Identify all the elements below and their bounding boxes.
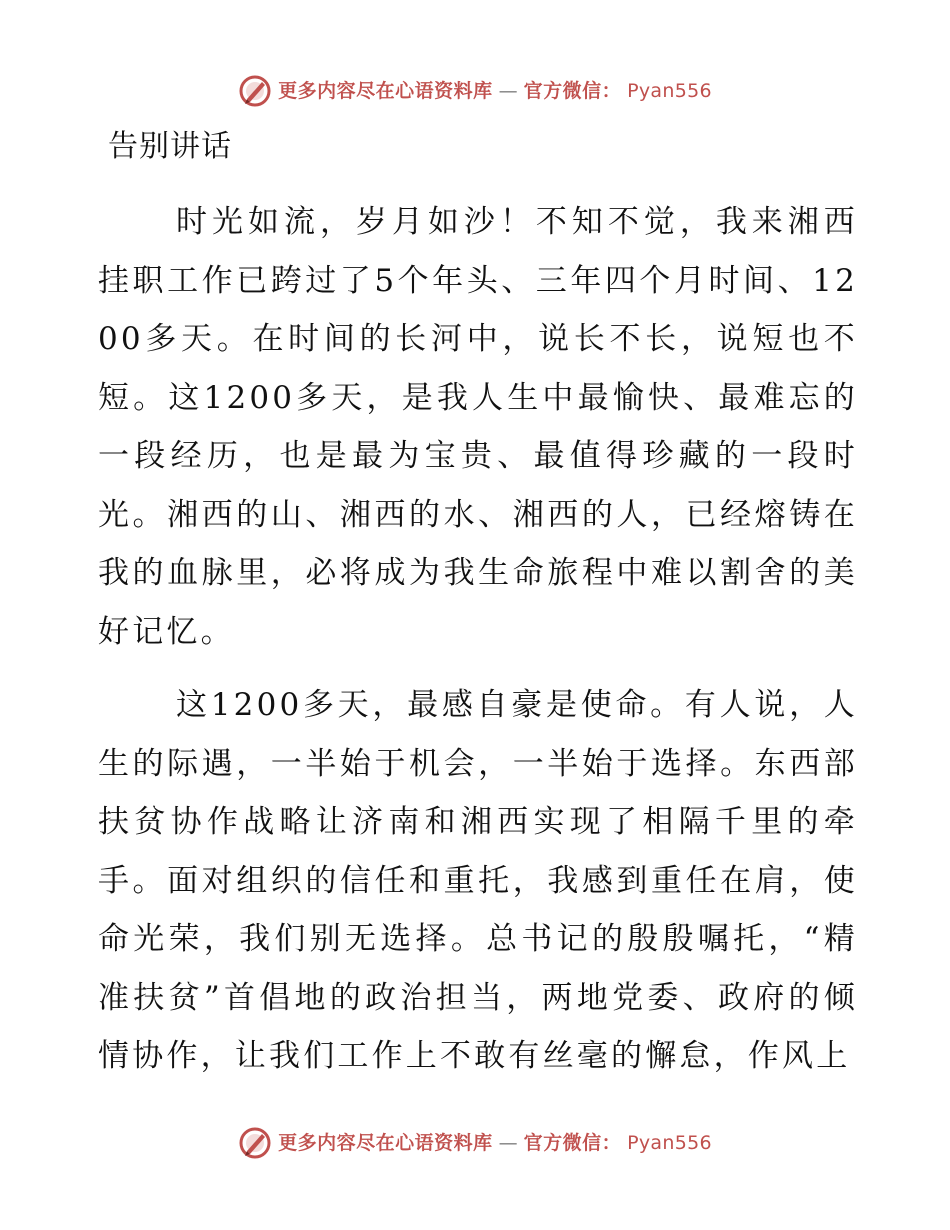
watermark-separator: — bbox=[498, 79, 518, 102]
watermark-separator: — bbox=[498, 1131, 518, 1154]
wechat-label: 官方微信： bbox=[523, 79, 622, 102]
paragraph: 时光如流，岁月如沙！不知不觉，我来湘西挂职工作已跨过了5个年头、三年四个月时间、1200多天。在时间的长河中，说长不长，说短也不短。这1200多天，是我人生中最愉快、最难忘的一段经历，也是最为宝贵、最值得珍藏的一段时光。湘西的山、湘西的水、湘西的人，已经熔铸在我的血脉里，必将成为我生命旅程中难以割舍的美好记忆。 bbox=[98, 204, 858, 650]
wechat-id: Pyan556 bbox=[627, 79, 712, 102]
footer-watermark bbox=[0, 1126, 950, 1160]
document-body bbox=[98, 193, 858, 1086]
document-title: 告别讲话 bbox=[108, 129, 232, 164]
watermark-text: 更多内容尽在心语资料库 bbox=[278, 1131, 493, 1154]
wechat-label: 官方微信： bbox=[523, 1131, 622, 1154]
wechat-id: Pyan556 bbox=[627, 1131, 712, 1154]
watermark-text: 更多内容尽在心语资料库 bbox=[278, 79, 493, 102]
pen-logo-icon bbox=[238, 1126, 272, 1160]
paragraph: 这1200多天，最感自豪是使命。有人说，人生的际遇，一半始于机会，一半始于选择。东西部扶贫协作战略让济南和湘西实现了相隔千里的牵手。面对组织的信任和重托，我感到重任在肩，使命光荣，我们别无选择。总书记的殷殷嘱托，“精准扶贫”首倡地的政治担当，两地党委、政府的倾情协作，让我们工作上不敢有丝毫的懈怠，作风上 bbox=[98, 687, 858, 1074]
pen-logo-icon bbox=[238, 74, 272, 108]
header-watermark bbox=[0, 74, 950, 108]
